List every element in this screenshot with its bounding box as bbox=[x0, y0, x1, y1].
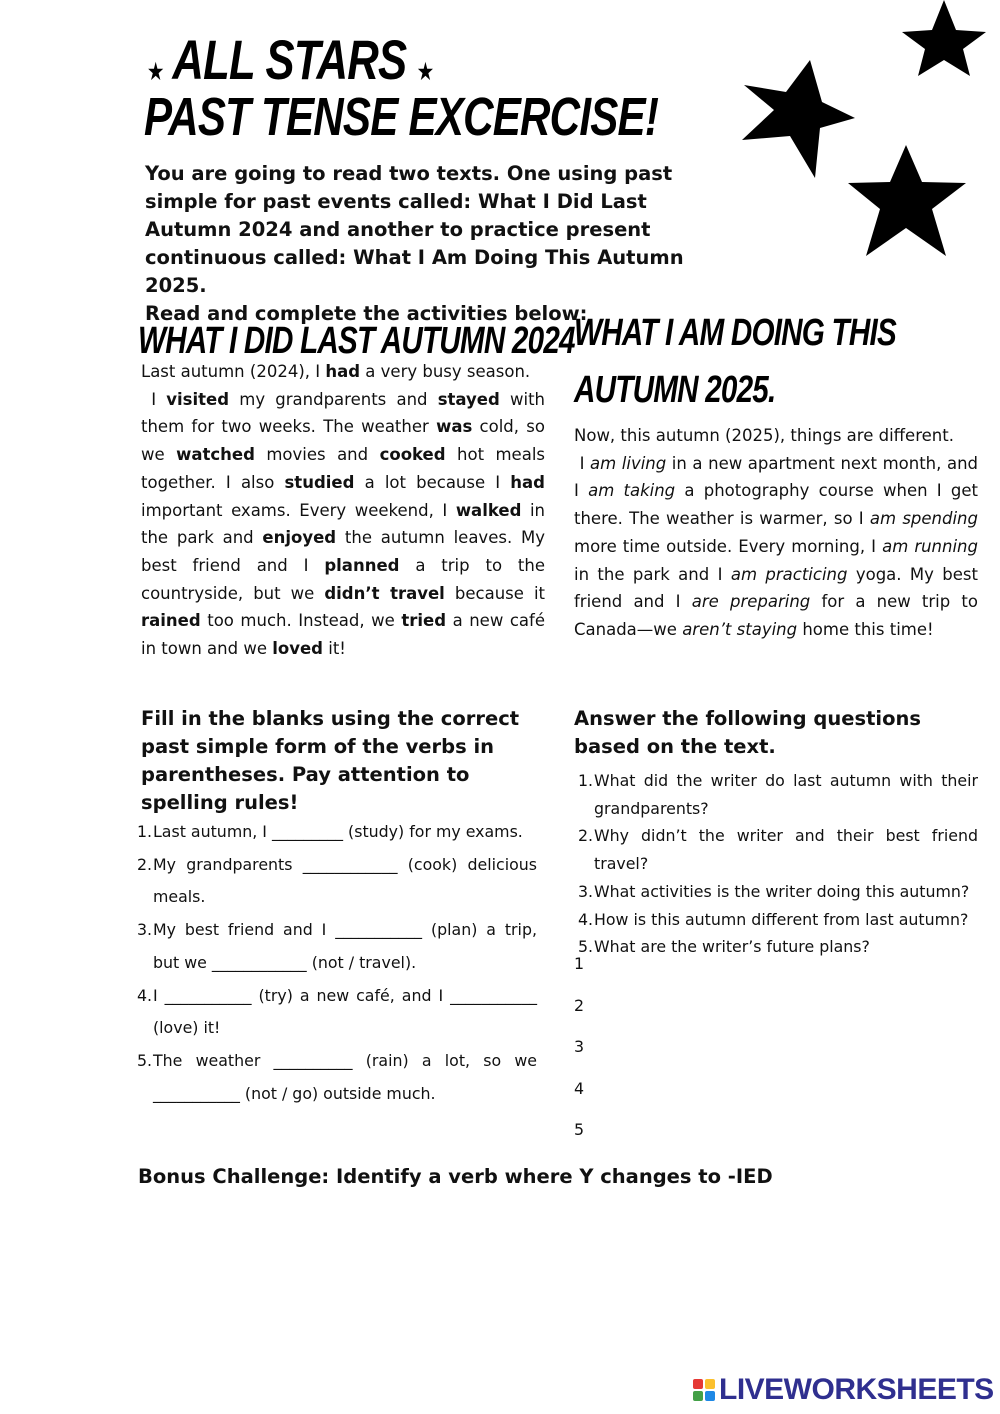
question-task-title: Answer the following questions based on the text. bbox=[574, 707, 921, 758]
answer-number: 2 bbox=[574, 995, 585, 1015]
left-text-body: Last autumn (2024), I had a very busy season. I visited my grandparents and stayed with them for two weeks. The weather was cold, so we watched movies and cooked hot meals together. I also studied a lot because I had important exams. Every weekend, I walked in the park and enjoyed the autumn leaves. My best friend and I planned a trip to the countryside, but we didn’t travel because it rained too much. Instead, we tried a new café in town and we loved it! bbox=[141, 362, 546, 659]
liveworksheets-logo bbox=[693, 1372, 994, 1408]
fill-task-list bbox=[137, 816, 537, 1110]
list-item: 2. My grandparents ____________ (cook) delicious meals. bbox=[137, 854, 537, 907]
fill-task-title: Fill in the blanks using the correct past simple form of the verbs in parentheses. Pay attention to spelling rules! bbox=[141, 707, 520, 814]
right-text-heading: WHAT I AM DOING THIS AUTUMN 2025. bbox=[574, 312, 896, 411]
answer-number: 4 bbox=[574, 1078, 585, 1098]
list-item: 3. What activities is the writer doing this autumn? bbox=[578, 881, 970, 901]
small-star-icon: ★ bbox=[148, 59, 163, 84]
list-item: 2. Why didn’t the writer and their best friend travel? bbox=[578, 826, 978, 874]
list-item: 4. I ___________ (try) a new café, and I ___________ (love) it! bbox=[137, 985, 537, 1038]
small-star-icon: ★ bbox=[417, 59, 433, 84]
right-text-body: Now, this autumn (2025), things are different. I am living in a new apartment next month, and I am taking a photography course when I get there. The weather is warmer, so I am spending more time outside. Every morning, I am running in the park and I am practicing yoga. My best friend and I are preparing for a new trip to Canada—we aren’t staying home this time! bbox=[574, 426, 978, 639]
title-line-1: ALL STARS bbox=[172, 28, 407, 91]
star-icon bbox=[742, 60, 855, 178]
star-icon bbox=[848, 145, 966, 256]
list-item: 5. The weather __________ (rain) a lot, so we ___________ (not / go) outside much. bbox=[137, 1050, 537, 1103]
answer-number: 1 bbox=[574, 954, 585, 973]
answer-number: 3 bbox=[574, 1037, 585, 1056]
list-item: 5. What are the writer’s future plans? bbox=[578, 937, 870, 957]
list-item: 4. How is this autumn different from last autumn? bbox=[578, 909, 969, 929]
star-icon bbox=[902, 0, 986, 76]
answer-number: 5 bbox=[574, 1120, 585, 1139]
page-subtitle: PAST TENSE EXCERCISE! bbox=[144, 87, 659, 147]
intro-paragraph: You are going to read two texts. One using past simple for past events called: What I Did Last Autumn 2024 and another to practice present continuous called: What I Am Doing This Autumn 2025. bbox=[145, 162, 684, 297]
list-item: 3. My best friend and I ___________ (plan) a trip, but we ____________ (not / travel). bbox=[137, 920, 537, 972]
question-list bbox=[578, 767, 978, 961]
intro-block bbox=[145, 160, 735, 328]
logo-text: LIVEWORKSHEETS bbox=[719, 1373, 994, 1406]
bonus-challenge: Bonus Challenge: Identify a verb where Y changes to -IED bbox=[138, 1165, 773, 1188]
intro-instruction: Read and complete the activities below: bbox=[145, 302, 588, 325]
star-decoration-group bbox=[730, 0, 1000, 270]
answer-number-list bbox=[574, 954, 584, 1162]
left-text-heading: WHAT I DID LAST AUTUMN 2024 bbox=[138, 320, 575, 362]
list-item: 1. What did the writer do last autumn with their grandparents? bbox=[578, 771, 978, 818]
logo-icon bbox=[693, 1379, 715, 1401]
list-item: 1. Last autumn, I _________ (study) for my exams. bbox=[137, 822, 523, 841]
